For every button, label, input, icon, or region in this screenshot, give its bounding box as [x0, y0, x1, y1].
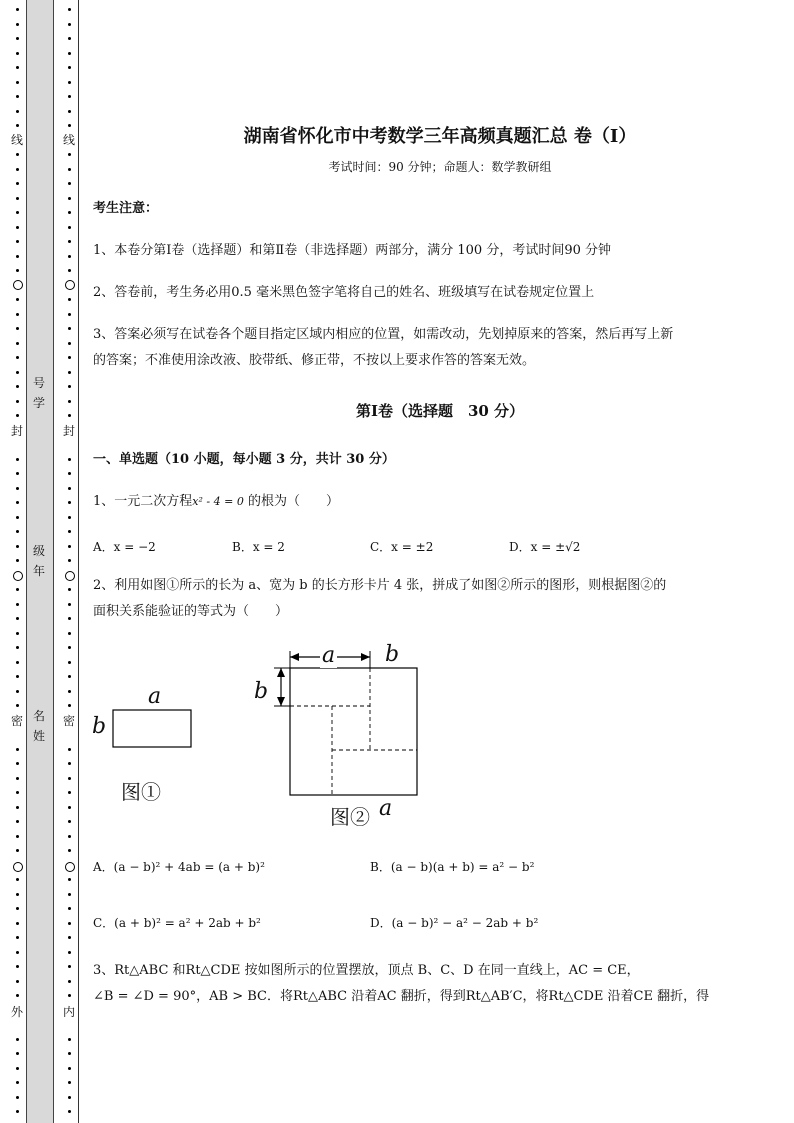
cut-line-dot: [68, 8, 71, 11]
cut-line-dot: [16, 168, 19, 171]
cut-line-dot: [68, 748, 71, 751]
cut-line-dot: [16, 458, 19, 461]
cut-line-circle: [65, 862, 75, 872]
section-title: 第Ⅰ卷（选择题 30 分）: [355, 402, 525, 420]
q2-option-b[interactable]: B．(a − b)(a + b) = a² − b²: [370, 860, 535, 874]
cut-line-dot: [68, 81, 71, 84]
cut-line-dot: [68, 211, 71, 214]
cut-line-dot: [68, 458, 71, 461]
question-2-line1: 2、利用如图①所示的长为 a、宽为 b 的长方形卡片 4 张，拼成了如图②所示的图形，则根据图②的: [93, 578, 667, 593]
margin-char-mi-right: 密: [62, 714, 75, 728]
cut-line-dot: [16, 617, 19, 620]
cut-line-dot: [16, 1096, 19, 1099]
cut-line-dot: [16, 66, 19, 69]
cut-line-dot: [16, 182, 19, 185]
fig1-label-b: b: [92, 714, 107, 739]
cut-line-dot: [16, 269, 19, 272]
q1-option-d[interactable]: D．x = ±√2: [509, 540, 581, 554]
cut-line-dot: [68, 371, 71, 374]
cut-line-dot: [16, 487, 19, 490]
cut-line-dot: [68, 777, 71, 780]
cut-line-dot: [16, 298, 19, 301]
cut-line-dot: [68, 313, 71, 316]
cut-line-dot: [16, 23, 19, 26]
cut-line-dot: [68, 414, 71, 417]
cut-line-dot: [16, 675, 19, 678]
band-char-xue: 学: [32, 396, 45, 410]
cut-line-dot: [16, 226, 19, 229]
q1-option-b[interactable]: B．x = 2: [232, 540, 285, 554]
cut-line-dot: [68, 675, 71, 678]
cut-line-dot: [68, 153, 71, 156]
cut-line-dot: [16, 371, 19, 374]
cut-line-dot: [68, 849, 71, 852]
margin-char-mi: 密: [10, 714, 23, 728]
cut-line-dot: [16, 1038, 19, 1041]
cut-line-dot: [16, 472, 19, 475]
margin-char-xian-right: 线: [62, 133, 75, 147]
cut-line-dot: [68, 298, 71, 301]
fig1-caption: 图①: [121, 780, 161, 804]
cut-line-dot: [68, 980, 71, 983]
cut-line-dot: [68, 168, 71, 171]
q1-stem-post: 的根为（ ）: [243, 494, 339, 509]
cut-line-dot: [16, 211, 19, 214]
cut-line-dot: [16, 1110, 19, 1113]
cut-line-dot: [16, 197, 19, 200]
cut-line-dot: [16, 632, 19, 635]
cut-line-circle: [13, 280, 23, 290]
cut-line-dot: [68, 1110, 71, 1113]
cut-line-dot: [16, 327, 19, 330]
q1-option-c[interactable]: C．x = ±2: [370, 540, 434, 554]
cut-line-dot: [16, 240, 19, 243]
cut-line-dot: [68, 52, 71, 55]
q2-option-c[interactable]: C．(a + b)² = a² + 2ab + b²: [93, 916, 261, 930]
cut-line-dot: [16, 81, 19, 84]
fig2-label-a-bottom: a: [379, 796, 393, 821]
cut-line-dot: [16, 545, 19, 548]
cut-line-dot: [16, 1052, 19, 1055]
cut-line-dot: [16, 922, 19, 925]
notice-heading: 考生注意：: [93, 201, 159, 216]
cut-line-dot: [68, 646, 71, 649]
cut-line-dot: [16, 835, 19, 838]
cut-line-dot: [68, 893, 71, 896]
fig2-caption: 图②: [330, 805, 370, 829]
question-1-stem: [93, 489, 339, 515]
cut-line-dot: [68, 124, 71, 127]
cut-line-dot: [16, 603, 19, 606]
page-subtitle: 考试时间：90 分钟；命题人：数学教研组: [328, 160, 552, 174]
notice-item-2: 2、答卷前，考生务必用0.5 毫米黑色签字笔将自己的姓名、班级填写在试卷规定位置上: [93, 285, 595, 300]
q1-stem-pre: 1、一元二次方程: [93, 494, 193, 509]
cut-line-dot: [16, 313, 19, 316]
cut-line-dot: [68, 661, 71, 664]
band-char-ming: 名: [32, 709, 45, 723]
band-char-xing: 姓: [32, 729, 45, 743]
cut-line-dot: [68, 1038, 71, 1041]
cut-line-dot: [68, 617, 71, 620]
cut-line-dot: [16, 661, 19, 664]
cut-line-dot: [68, 994, 71, 997]
cut-line-dot: [68, 907, 71, 910]
cut-line-dot: [68, 342, 71, 345]
cut-line-dot: [16, 414, 19, 417]
cut-line-dot: [16, 951, 19, 954]
cut-line-dot: [16, 849, 19, 852]
cut-line-dot: [68, 820, 71, 823]
cut-line-dot: [68, 1052, 71, 1055]
cut-line-dot: [68, 37, 71, 40]
cut-line-dot: [68, 603, 71, 606]
fig2-label-b-top: b: [385, 642, 400, 667]
cut-line-dot: [16, 994, 19, 997]
cut-line-dot: [16, 516, 19, 519]
cut-line-dot: [16, 385, 19, 388]
cut-line-dot: [68, 23, 71, 26]
cut-line-dot: [68, 269, 71, 272]
margin-char-feng: 封: [10, 424, 23, 438]
part-heading: 一、单选题（10 小题，每小题 3 分，共计 30 分）: [93, 452, 395, 467]
fig2-label-b-left: b: [254, 679, 269, 704]
notice-item-3-cont: 的答案；不准使用涂改液、胶带纸、修正带，不按以上要求作答的答案无效。: [93, 353, 536, 368]
cut-line-dot: [16, 1067, 19, 1070]
cut-line-dot: [16, 704, 19, 707]
question-3-line1: 3、Rt△ABC 和Rt△CDE 按如图所示的位置摆放，顶点 B、C、D 在同一直线上，AC = CE，: [93, 963, 640, 978]
margin-rule: [78, 0, 79, 1123]
q1-option-a[interactable]: A．x = −2: [93, 540, 156, 554]
cut-line-dot: [68, 951, 71, 954]
cut-line-dot: [68, 472, 71, 475]
page-title: 湖南省怀化市中考数学三年高频真题汇总 卷（Ⅰ）: [243, 126, 637, 147]
cut-line-dot: [68, 1081, 71, 1084]
cut-line-circle: [65, 571, 75, 581]
cut-line-dot: [16, 1081, 19, 1084]
cut-line-dot: [16, 153, 19, 156]
cut-line-dot: [16, 690, 19, 693]
cut-line-dot: [68, 762, 71, 765]
cut-line-dot: [68, 240, 71, 243]
cut-line-dot: [68, 704, 71, 707]
notice-item-3: 3、答案必须写在试卷各个题目指定区域内相应的位置，如需改动，先划掉原来的答案，然后再写上新: [93, 327, 674, 342]
cut-line-dot: [68, 385, 71, 388]
cut-line-dot: [68, 1096, 71, 1099]
fig2-label-a-top: a: [322, 643, 336, 668]
cut-line-dot: [68, 559, 71, 562]
cut-line-dot: [68, 878, 71, 881]
cut-line-dot: [68, 327, 71, 330]
cut-line-dot: [16, 400, 19, 403]
cut-line-dot: [68, 806, 71, 809]
cut-line-dot: [16, 95, 19, 98]
cut-line-circle: [65, 280, 75, 290]
cut-line-dot: [16, 646, 19, 649]
cut-line-dot: [16, 559, 19, 562]
cut-line-dot: [68, 197, 71, 200]
q2-option-a[interactable]: A．(a − b)² + 4ab = (a + b)²: [93, 860, 265, 874]
fig1-rectangle: [110, 705, 194, 751]
cut-line-dot: [68, 226, 71, 229]
q2-option-d[interactable]: D．(a − b)² − a² − 2ab + b²: [370, 916, 539, 930]
cut-line-dot: [68, 110, 71, 113]
cut-line-dot: [68, 400, 71, 403]
cut-line-dot: [16, 777, 19, 780]
cut-line-dot: [16, 124, 19, 127]
band-char-hao: 号: [32, 376, 45, 390]
cut-line-dot: [68, 356, 71, 359]
cut-line-dot: [68, 835, 71, 838]
q1-equation: x² - 4 = 0: [192, 495, 244, 508]
cut-line-dot: [16, 37, 19, 40]
cut-line-dot: [68, 965, 71, 968]
cut-line-dot: [68, 66, 71, 69]
cut-line-dot: [68, 182, 71, 185]
band-char-ji: 级: [32, 544, 45, 558]
cut-line-dot: [68, 95, 71, 98]
cut-line-dot: [68, 588, 71, 591]
notice-item-1: 1、本卷分第Ⅰ卷（选择题）和第Ⅱ卷（非选择题）两部分，满分 100 分，考试时间90 分钟: [93, 243, 611, 258]
cut-line-dot: [16, 820, 19, 823]
cut-line-dot: [68, 632, 71, 635]
cut-line-dot: [68, 936, 71, 939]
question-3-line2: ∠B = ∠D = 90°，AB > BC．将Rt△ABC 沿着AC 翻折，得到Rt△AB′C，将Rt△CDE 沿着CE 翻折，得: [93, 989, 710, 1004]
fig2-square-diagram: [270, 645, 425, 800]
cut-line-dot: [16, 965, 19, 968]
cut-line-dot: [68, 545, 71, 548]
cut-line-dot: [16, 936, 19, 939]
cut-line-dot: [16, 52, 19, 55]
cut-line-dot: [16, 980, 19, 983]
fig1-label-a: a: [148, 684, 162, 709]
cut-line-dot: [16, 8, 19, 11]
cut-line-circle: [13, 862, 23, 872]
cut-line-dot: [16, 907, 19, 910]
question-2-line2: 面积关系能验证的等式为（ ）: [93, 604, 289, 619]
cut-line-dot: [68, 791, 71, 794]
cut-line-dot: [16, 806, 19, 809]
cut-line-dot: [68, 487, 71, 490]
cut-line-dot: [68, 922, 71, 925]
margin-char-xian: 线: [10, 133, 23, 147]
cut-line-circle: [13, 571, 23, 581]
cut-line-dot: [68, 530, 71, 533]
cut-line-dot: [16, 530, 19, 533]
cut-line-dot: [16, 588, 19, 591]
cut-line-dot: [16, 255, 19, 258]
cut-line-dot: [16, 791, 19, 794]
name-band: [26, 0, 54, 1123]
cut-line-dot: [68, 1067, 71, 1070]
cut-line-dot: [16, 748, 19, 751]
cut-line-dot: [16, 762, 19, 765]
cut-line-dot: [16, 110, 19, 113]
cut-line-dot: [68, 255, 71, 258]
margin-char-feng-right: 封: [62, 424, 75, 438]
cut-line-dot: [16, 342, 19, 345]
margin-char-wai: 外: [10, 1005, 23, 1019]
cut-line-dot: [68, 690, 71, 693]
cut-line-dot: [16, 356, 19, 359]
cut-line-dot: [16, 878, 19, 881]
cut-line-dot: [16, 501, 19, 504]
band-char-nian: 年: [32, 564, 45, 578]
cut-line-dot: [68, 516, 71, 519]
margin-char-nei: 内: [62, 1005, 75, 1019]
cut-line-dot: [68, 501, 71, 504]
cut-line-dot: [16, 893, 19, 896]
